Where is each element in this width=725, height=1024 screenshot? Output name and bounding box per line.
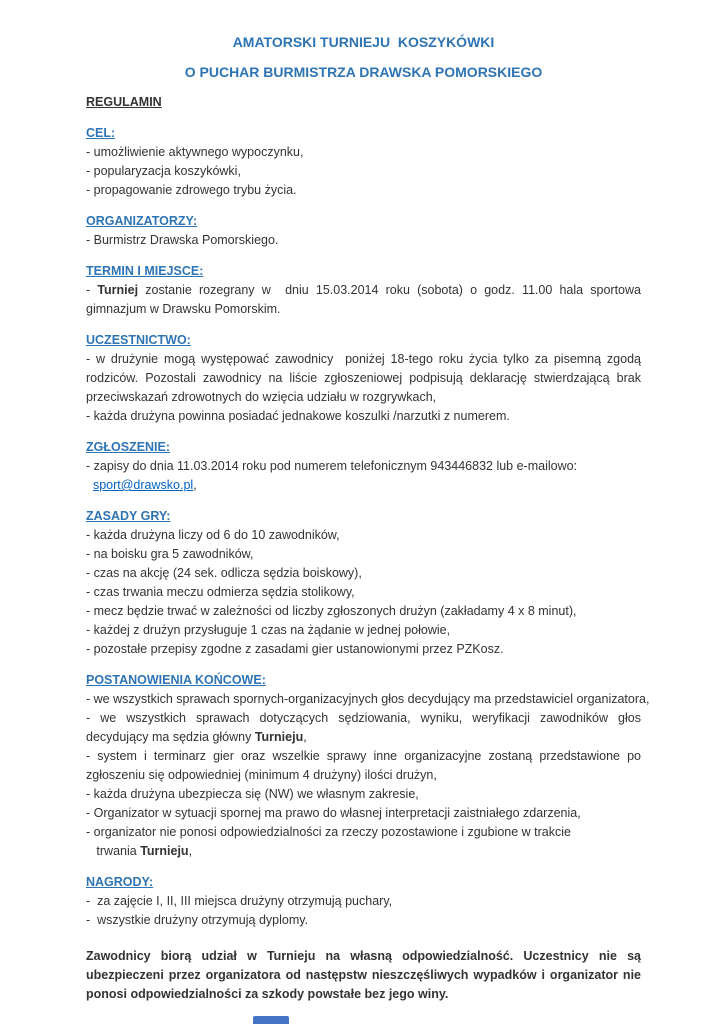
doc-line bbox=[86, 564, 641, 583]
text-run: zostanie rozegrany w dniu 15.03.2014 roku (sobota) o godz. 11.00 hala sportowa gimnazjum w Drawsku Pomorskim. bbox=[86, 283, 645, 316]
text-run: - Burmistrz Drawska Pomorskiego. bbox=[86, 233, 279, 247]
text-run: - zapisy do dnia 11.03.2014 roku pod numerem telefonicznym 943446832 lub e-mailowo: bbox=[86, 459, 578, 473]
text-run: - mecz będzie trwać w zależności od liczby zgłoszonych drużyn (zakładamy 4 x 8 minut), bbox=[86, 604, 577, 618]
text-run: , bbox=[188, 844, 193, 858]
bold-text: Turnieju bbox=[140, 844, 189, 858]
doc-line bbox=[86, 143, 641, 162]
doc-line bbox=[86, 350, 645, 407]
doc-line bbox=[86, 823, 641, 842]
text-run: trwania bbox=[86, 844, 141, 858]
text-run: - pozostałe przepisy zgodne z zasadami gier ustanowionymi przez PZKosz. bbox=[86, 642, 504, 656]
text-run: - za zajęcie I, II, III miejsca drużyny otrzymują puchary, bbox=[86, 894, 393, 908]
disclaimer-paragraph: Zawodnicy biorą udział w Turnieju na własną odpowiedzialność. Uczestnicy nie są ubezpieczeni przez organizatora od następstw nieszczęśliwych wypadków i organizator nie ponosi odpowiedzialności za szkody powstałe bez jego winy. bbox=[86, 949, 645, 1001]
doc-section-postanowienia-koncowe bbox=[86, 671, 650, 861]
text-run: - każdej z drużyn przysługuje 1 czas na żądanie w jednej połowie, bbox=[86, 623, 451, 637]
text-run: - system i terminarz gier oraz wszelkie sprawy inne organizacyjne zostaną przedstawione po zgłoszeniu się odpowiedniej (minimum 4 drużyny) ilości drużyn, bbox=[86, 749, 645, 782]
text-run: - we wszystkich sprawach spornych-organizacyjnych głos decydujący ma przedstawiciel organizatora, bbox=[86, 692, 650, 706]
bold-text: Turnieju bbox=[254, 730, 304, 744]
doc-line bbox=[86, 181, 641, 200]
doc-line bbox=[86, 407, 641, 426]
document-body bbox=[86, 124, 650, 930]
doc-section-uczestnictwo bbox=[86, 331, 645, 426]
text-run: - bbox=[86, 283, 98, 297]
text-run: - organizator nie ponosi odpowiedzialności za rzeczy pozostawione i zgubione w trakcie bbox=[86, 825, 571, 839]
section-heading-postanowienia-koncowe: POSTANOWIENIA KOŃCOWE: bbox=[86, 673, 266, 687]
section-heading-zasady-gry: ZASADY GRY: bbox=[86, 509, 171, 523]
doc-line bbox=[86, 526, 641, 545]
section-heading-nagrody: NAGRODY: bbox=[86, 875, 154, 889]
doc-line bbox=[86, 640, 641, 659]
doc-line bbox=[86, 842, 641, 861]
bold-text: Turniej bbox=[97, 283, 139, 297]
text-run: - propagowanie zdrowego trybu życia. bbox=[86, 183, 297, 197]
doc-line bbox=[86, 690, 650, 709]
doc-line bbox=[86, 892, 641, 911]
text-run: - we wszystkich sprawach dotyczących sędziowania, wyniku, weryfikacji zawodników głos decydujący ma sędzia główny bbox=[86, 711, 645, 744]
regulamin-heading: REGULAMIN bbox=[86, 95, 162, 109]
doc-section-termin-i-miejsce bbox=[86, 262, 645, 319]
text-run: - Organizator w sytuacji spornej ma prawo do własnej interpretacji zaistniałego zdarzenia, bbox=[86, 806, 581, 820]
text-run: - każda drużyna liczy od 6 do 10 zawodników, bbox=[86, 528, 340, 542]
doc-title-line2: O PUCHAR BURMISTRZA DRAWSKA POMORSKIEGO bbox=[184, 64, 543, 80]
text-run: , bbox=[193, 478, 197, 492]
email-link[interactable]: sport@drawsko.pl bbox=[92, 478, 194, 492]
doc-line bbox=[86, 911, 641, 930]
doc-line bbox=[86, 231, 641, 250]
doc-line bbox=[86, 709, 645, 747]
doc-section-organizatorzy bbox=[86, 212, 641, 250]
text-run: - w drużynie mogą występować zawodnicy poniżej 18-tego roku życia tylko za pisemną zgodą rodziców. Pozostali zawodnicy na liście zgłoszeniowej podpisują deklarację stwierdzającą brak przeciwskazań zdrowotnych do wzięcia udziału w rozgrywkach, bbox=[86, 352, 645, 404]
doc-line bbox=[86, 602, 641, 621]
section-heading-zgloszenie: ZGŁOSZENIE: bbox=[86, 440, 171, 454]
doc-line bbox=[86, 804, 641, 823]
doc-line bbox=[86, 545, 641, 564]
doc-section-zgloszenie bbox=[86, 438, 641, 495]
section-heading-termin-i-miejsce: TERMIN I MIEJSCE: bbox=[86, 264, 204, 278]
doc-line bbox=[86, 621, 641, 640]
text-run: - czas na akcję (24 sek. odlicza sędzia boiskowy), bbox=[86, 566, 362, 580]
text-run: - każda drużyna powinna posiadać jednakowe koszulki /narzutki z numerem. bbox=[86, 409, 510, 423]
section-heading-uczestnictwo: UCZESTNICTWO: bbox=[86, 333, 191, 347]
doc-section-zasady-gry bbox=[86, 507, 641, 659]
doc-section-cel bbox=[86, 124, 641, 200]
doc-line bbox=[86, 476, 641, 495]
section-heading-organizatorzy: ORGANIZATORZY: bbox=[86, 214, 198, 228]
doc-line bbox=[86, 457, 641, 476]
text-run: - wszystkie drużyny otrzymują dyplomy. bbox=[86, 913, 309, 927]
doc-line bbox=[86, 785, 641, 804]
text-run: , bbox=[303, 730, 307, 744]
text-run: - każda drużyna ubezpiecza się (NW) we własnym zakresie, bbox=[86, 787, 419, 801]
text-run bbox=[86, 478, 93, 492]
doc-line bbox=[86, 747, 645, 785]
doc-line bbox=[86, 162, 641, 181]
section-heading-cel: CEL: bbox=[86, 126, 116, 140]
doc-line bbox=[86, 281, 645, 319]
text-run: - popularyzacja koszykówki, bbox=[86, 164, 241, 178]
text-run: - czas trwania meczu odmierza sędzia stolikowy, bbox=[86, 585, 355, 599]
doc-title-line1: AMATORSKI TURNIEJU KOSZYKÓWKI bbox=[232, 34, 495, 50]
text-run: - na boisku gra 5 zawodników, bbox=[86, 547, 254, 561]
text-run: - umożliwienie aktywnego wypoczynku, bbox=[86, 145, 304, 159]
doc-section-nagrody bbox=[86, 873, 641, 930]
bottom-blue-strip bbox=[253, 1016, 289, 1024]
doc-line bbox=[86, 583, 641, 602]
